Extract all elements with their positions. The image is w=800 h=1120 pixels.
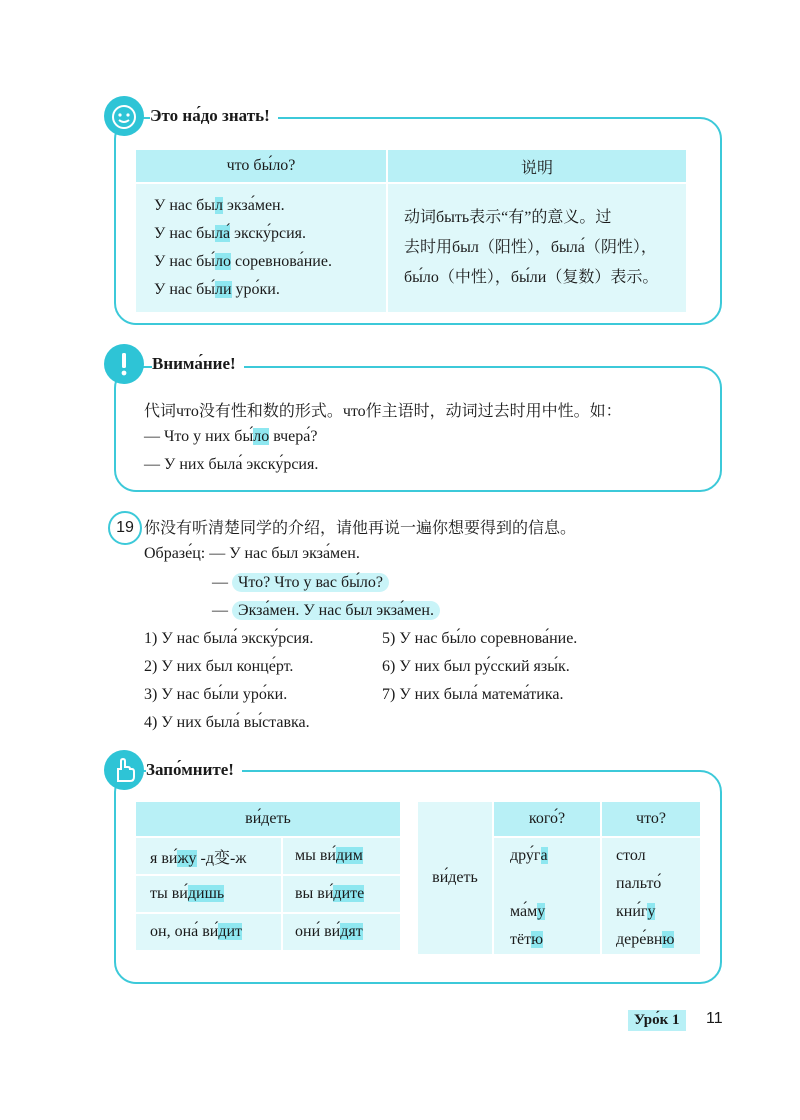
exercise-item: 2) У них был конце́рт. [144, 658, 294, 675]
what-cell [601, 837, 701, 955]
example-row: У нас был экза́мен. [154, 197, 285, 214]
exercise-item: 1) У нас была́ экску́рсия. [144, 630, 314, 647]
whom-item: тётю [510, 931, 544, 948]
smiley-icon [104, 96, 144, 136]
examples-cell [135, 183, 387, 313]
case-verb: ви́деть [417, 801, 493, 955]
know-table [134, 148, 688, 314]
explanation-cell: 动词быть表示“有”的意义。过 去时用был（阳性），была́（阴性）， бы́ло（中性），бы́ли（复数）表示。 [387, 183, 687, 313]
exercise-item: 4) У них была́ вы́ставка. [144, 714, 310, 731]
what-item: стол [616, 847, 646, 864]
conj-cell: он, она́ ви́дит [135, 913, 282, 951]
lesson-label: Уро́к 1 [628, 1010, 686, 1031]
conj-cell: мы ви́дим [282, 837, 401, 875]
case-table [416, 800, 702, 956]
attention-example-q: — Что у них бы́ло вчера́? [144, 428, 318, 445]
exercise-item: 7) У них была́ матема́тика. [382, 686, 564, 703]
exercise-item: 3) У нас бы́ли уро́ки. [144, 686, 288, 703]
conj-cell: они́ ви́дят [282, 913, 401, 951]
conj-cell: ты ви́дишь [135, 875, 282, 913]
hand-icon [104, 750, 144, 790]
col-header-explanation: 说明 [387, 149, 687, 183]
whom-cell [493, 837, 601, 955]
exercise-number: 19 [108, 511, 142, 545]
exclamation-icon [104, 344, 144, 384]
example-row: У нас бы́ло соревнова́ние. [154, 253, 332, 270]
what-item: дере́вню [616, 931, 675, 948]
example-row: У нас была́ экску́рсия. [154, 225, 306, 242]
col-header-what: что? [601, 801, 701, 837]
sample-answer: — Экза́мен. У нас был экза́мен. [212, 602, 440, 620]
exercise-item: 5) У нас бы́ло соревнова́ние. [382, 630, 578, 647]
know-box-title: Это на́до знать! [150, 106, 278, 126]
whom-item: ма́му [510, 903, 546, 920]
col-header-whom: кого́? [493, 801, 601, 837]
conj-cell: я ви́жу -д变-ж [135, 837, 282, 875]
attention-example-a: — У них была́ экску́рсия. [144, 456, 319, 473]
remember-box-title: Запо́мните! [146, 760, 242, 780]
page-number: 11 [706, 1010, 723, 1027]
sample-question: — Что? Что у вас бы́ло? [212, 574, 389, 592]
whom-item: дру́га [510, 847, 548, 864]
col-header-what-was: что бы́ло? [135, 149, 387, 183]
conjugation-table [134, 800, 402, 952]
exercise-instruction: 你没有听清楚同学的介绍，请他再说一遍你想要得到的信息。 [144, 520, 577, 537]
what-item: пальто́ [616, 875, 662, 892]
what-item: кни́гу [616, 903, 656, 920]
conj-cell: вы ви́дите [282, 875, 401, 913]
attention-rule: 代词что没有性和数的形式。что作主语时，动词过去时用中性。如： [144, 403, 622, 420]
attention-box-title: Внима́ние! [152, 354, 244, 374]
exercise-item: 6) У них был ру́сский язы́к. [382, 658, 570, 675]
verb-header: ви́деть [135, 801, 401, 837]
example-row: У нас бы́ли уро́ки. [154, 281, 280, 298]
sample-label: Образе́ц: — У нас был экза́мен. [144, 545, 360, 562]
